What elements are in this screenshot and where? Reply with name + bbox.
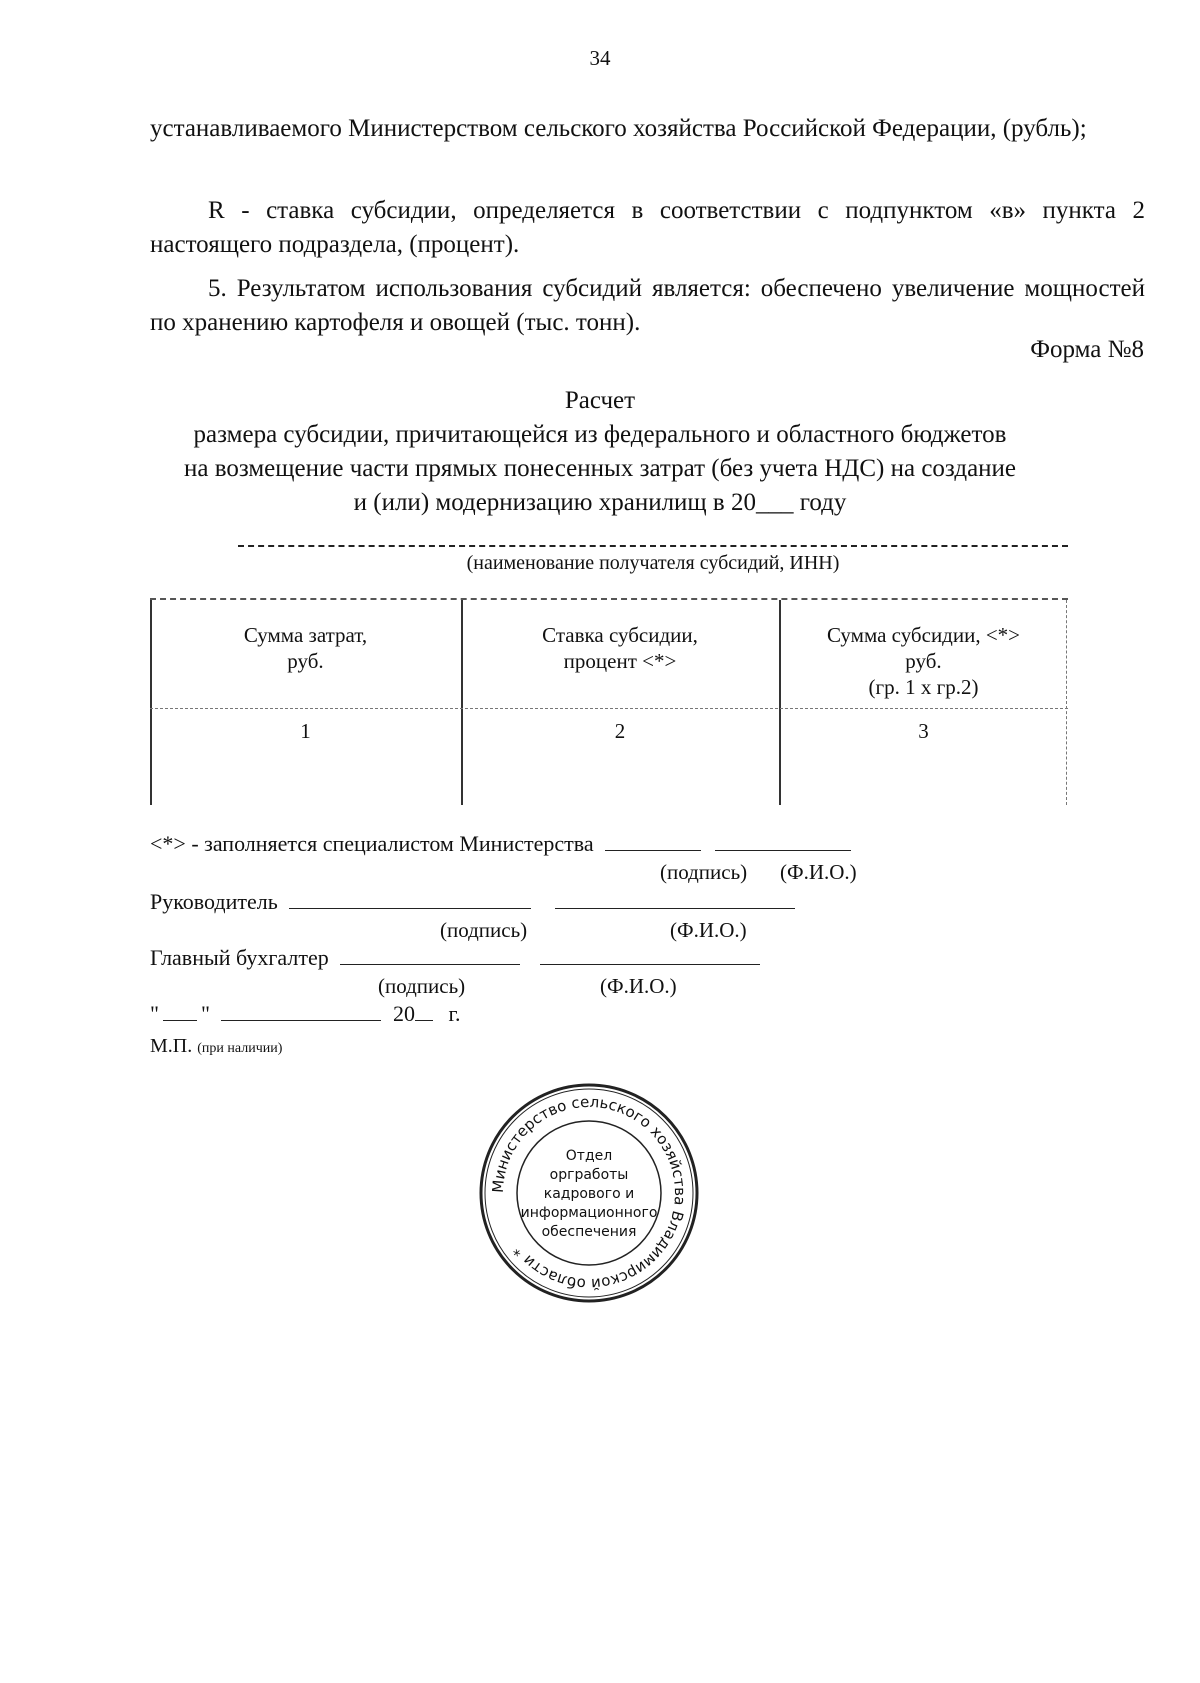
specialist-name-caption: (Ф.И.О.) [780, 860, 857, 884]
head-name-caption: (Ф.И.О.) [670, 918, 747, 942]
stamp-center-text: оргработы [549, 1167, 629, 1183]
page-number: 34 [589, 46, 611, 70]
paragraph-text: устанавливаемого Министерством сельского хозяйства Российской Федерации, (рубль); [150, 115, 1087, 142]
column-number: 3 [918, 719, 929, 743]
header-text: Ставка субсидии, [542, 623, 698, 647]
header-text: процент <*> [563, 649, 677, 673]
paragraph-rate [150, 194, 1145, 262]
header-text: руб. [905, 649, 942, 673]
specialist-note [150, 830, 851, 857]
stamp-ring-text: Министерство сельского хозяйства Владимирской области * [488, 1092, 690, 1294]
head-signature-field[interactable] [289, 888, 531, 909]
stamp-center-text: Отдел [565, 1148, 613, 1164]
title-line: на возмещение части прямых понесенных затрат (без учета НДС) на создание [183, 455, 1017, 482]
accountant-signature-row [150, 944, 760, 971]
title-line: и (или) модернизацию хранилищ в 20___ году [353, 489, 847, 516]
date-suffix: г. [448, 1001, 461, 1026]
calculation-table [150, 598, 1068, 805]
form-number: Форма №8 [1030, 336, 1144, 363]
specialist-sign-caption: (подпись) [660, 860, 748, 884]
head-sign-caption: (подпись) [440, 918, 528, 942]
column-number: 2 [614, 719, 626, 743]
head-name-field[interactable] [555, 888, 795, 909]
header-text: (гр. 1 x гр.2) [868, 675, 979, 699]
paragraph-rub [150, 112, 1145, 146]
header-text: руб. [287, 649, 324, 673]
date-year: 20 [392, 1001, 415, 1026]
seal-place [150, 1035, 282, 1058]
header-cost-sum [150, 622, 461, 674]
specialist-name-field[interactable] [715, 830, 851, 851]
accountant-name-field[interactable] [540, 944, 760, 965]
stamp-center-text: кадрового и [543, 1186, 635, 1202]
date-day-field[interactable] [163, 1000, 197, 1021]
paragraph-result [150, 272, 1145, 340]
accountant-sign-caption: (подпись) [378, 974, 466, 998]
title-line: размера субсидии, причитающейся из федерального и областного бюджетов [193, 421, 1007, 448]
document-title [0, 384, 1200, 520]
column-number: 1 [300, 719, 311, 743]
mp-note: (при наличии) [197, 1041, 283, 1056]
table-divider [150, 708, 1068, 709]
date-row [150, 1000, 461, 1027]
stamp-center-text: информационного [520, 1205, 658, 1221]
header-subsidy-sum [779, 622, 1068, 700]
recipient-name-field[interactable] [238, 545, 1068, 547]
mp-label: М.П. [150, 1035, 193, 1057]
date-year-field[interactable] [415, 1000, 433, 1021]
date-quote: " [200, 1001, 210, 1026]
head-label: Руководитель [150, 889, 278, 914]
recipient-caption: (наименование получателя субсидий, ИНН) [466, 552, 840, 574]
title-line: Расчет [564, 387, 636, 414]
accountant-signature-field[interactable] [340, 944, 520, 965]
accountant-name-caption: (Ф.И.О.) [600, 974, 677, 998]
official-stamp [474, 1078, 704, 1308]
accountant-label: Главный бухгалтер [150, 945, 329, 970]
paragraph-text: R - ставка субсидии, определяется в соответствии с подпунктом «в» пункта 2 настоящего подраздела, (процент). [150, 197, 1145, 258]
specialist-note-text: <*> - заполняется специалистом Министерства [150, 831, 594, 856]
paragraph-text: 5. Результатом использования субсидий является: обеспечено увеличение мощностей по хранению картофеля и овощей (тыс. тонн). [150, 275, 1145, 336]
header-subsidy-rate [461, 622, 779, 674]
date-month-field[interactable] [221, 1000, 381, 1021]
header-text: Сумма затрат, [243, 623, 368, 647]
specialist-signature-field[interactable] [605, 830, 701, 851]
date-quote: " [150, 1001, 159, 1026]
head-signature-row [150, 888, 795, 915]
stamp-center-text: обеспечения [541, 1224, 637, 1240]
header-text: Сумма субсидии, <*> [826, 623, 1021, 647]
